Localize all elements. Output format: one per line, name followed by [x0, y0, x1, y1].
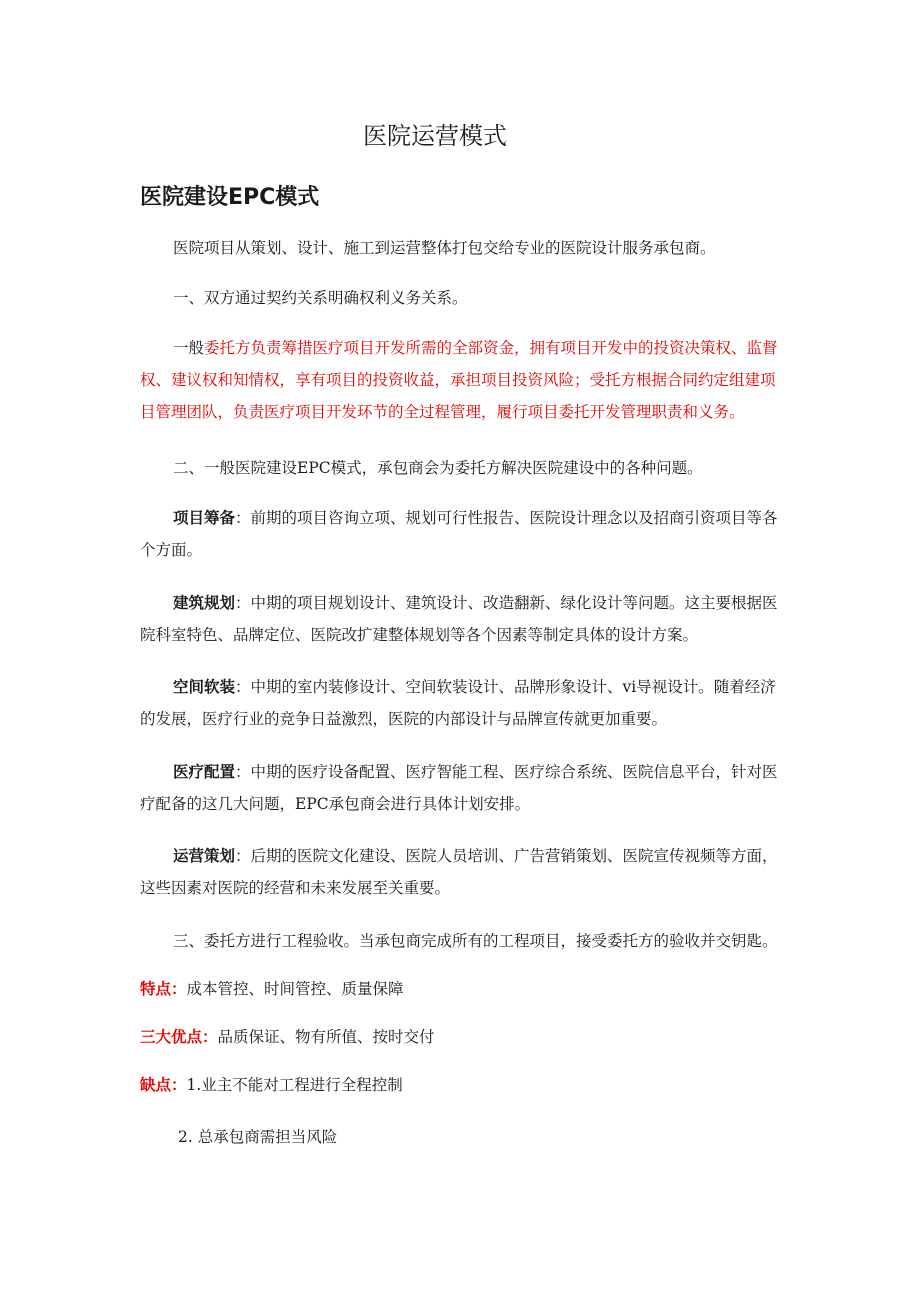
item-text: ：中期的室内装修设计、空间软装设计、品牌形象设计、vi导视设计。随着经济的发展，医疗行业的竞争日益激烈，医院的内部设计与品牌宣传就更加重要。 — [140, 678, 776, 728]
intro-paragraph: 医院项目从策划、设计、施工到运营整体打包交给专业的医院设计服务承包商。 — [173, 239, 716, 257]
item-space-decoration — [140, 671, 790, 735]
item-architecture-planning — [140, 587, 790, 651]
responsibility-text: 委托方负责筹措医疗项目开发所需的全部资金，拥有项目开发中的投资决策权、监督权、建议权和知情权，享有项目的投资收益，承担项目投资风险；受托方根据合同约定组建项目管理团队，负责医疗项目开发环节的全过程管理，履行项目委托开发管理职责和义务。 — [140, 339, 778, 421]
responsibility-paragraph — [140, 332, 790, 428]
section-three-heading: 三、委托方进行工程验收。当承包商完成所有的工程项目，接受委托方的验收并交钥匙。 — [173, 932, 778, 950]
item-operation-planning — [140, 840, 790, 904]
advantages-line — [140, 1021, 790, 1053]
responsibility-prefix: 一般 — [173, 339, 205, 357]
item-label: 空间软装 — [173, 678, 236, 696]
drawbacks-line — [140, 1069, 790, 1101]
item-project-preparation — [140, 502, 790, 566]
drawbacks-label: 缺点： — [140, 1076, 187, 1094]
item-label: 建筑规划 — [173, 594, 236, 612]
document-title: 医院运营模式 — [363, 122, 507, 150]
item-medical-configuration — [140, 756, 790, 820]
item-label: 运营策划 — [173, 847, 236, 865]
item-label: 项目筹备 — [173, 509, 236, 527]
advantages-text: 品质保证、物有所值、按时交付 — [217, 1028, 435, 1046]
item-text: ：中期的医疗设备配置、医疗智能工程、医疗综合系统、医院信息平台，针对医疗配备的这几大问题，EPC承包商会进行具体计划安排。 — [140, 763, 778, 813]
section-two-heading: 二、一般医院建设EPC模式，承包商会为委托方解决医院建设中的各种问题。 — [173, 459, 703, 477]
item-text: ：中期的项目规划设计、建筑设计、改造翻新、绿化设计等问题。这主要根据医院科室特色、品牌定位、医院改扩建整体规划等各个因素等制定具体的设计方案。 — [140, 594, 778, 644]
item-label: 医疗配置 — [173, 763, 236, 781]
drawback-item-2: 2. 总承包商需担当风险 — [178, 1128, 338, 1146]
section-one-heading: 一、双方通过契约关系明确权利义务关系。 — [173, 289, 468, 307]
advantages-label: 三大优点： — [140, 1028, 218, 1046]
features-line — [140, 973, 790, 1005]
features-label: 特点： — [140, 980, 187, 998]
item-text: ：前期的项目咨询立项、规划可行性报告、医院设计理念以及招商引资项目等各个方面。 — [140, 509, 778, 559]
section-heading: 医院建设EPC模式 — [140, 185, 320, 210]
item-text: ：后期的医院文化建设、医院人员培训、广告营销策划、医院宣传视频等方面，这些因素对医院的经营和未来发展至关重要。 — [140, 847, 778, 897]
features-text: 成本管控、时间管控、质量保障 — [186, 980, 404, 998]
drawback-item-1: 1.业主不能对工程进行全程控制 — [186, 1076, 403, 1094]
